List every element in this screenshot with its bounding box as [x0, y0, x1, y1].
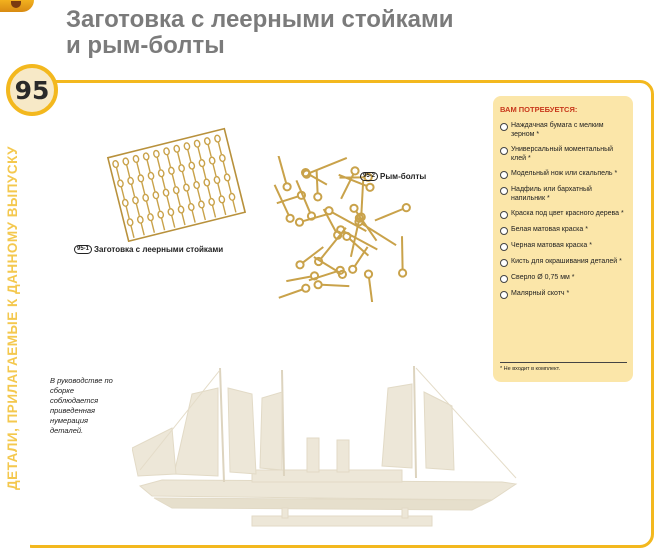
- stanchion-post: [116, 167, 119, 179]
- stanchion-eye: [184, 142, 191, 150]
- eye-bolt-ring: [365, 271, 372, 278]
- eye-bolt-ring: [366, 184, 373, 191]
- stanchion-post: [197, 188, 200, 200]
- stanchion-post: [198, 147, 201, 159]
- stanchion-post: [162, 218, 165, 230]
- stanchion-eye: [188, 162, 195, 170]
- stanchion-post: [202, 208, 205, 220]
- stanchion-eye: [203, 179, 210, 187]
- part-number-95-2: 95-2: [360, 172, 378, 181]
- stanchion-post: [188, 150, 191, 162]
- eye-bolt-ring: [399, 269, 406, 276]
- stanchion-post: [182, 172, 185, 184]
- stanchion-eye: [178, 164, 185, 172]
- stanchion-fret-image: [106, 124, 246, 242]
- stanchion-post: [192, 210, 195, 222]
- stanchion-post: [178, 152, 181, 164]
- stanchion-eye: [112, 160, 119, 168]
- eye-bolt-ring: [349, 266, 356, 273]
- stanchion-post: [127, 165, 130, 177]
- eye-bolt-ring: [296, 261, 303, 268]
- eye-bolt-ring: [296, 219, 303, 226]
- stanchion-eye: [183, 184, 190, 192]
- checkbox-circle-icon[interactable]: [500, 243, 508, 251]
- eye-bolt-shank: [362, 224, 396, 246]
- eye-bolt-shank: [322, 285, 350, 286]
- requirements-title: ВАМ ПОТРЕБУЕТСЯ:: [500, 105, 578, 114]
- stanchion-post: [167, 196, 170, 208]
- stanchion-eye: [209, 157, 216, 165]
- requirement-item: Модельный нож или скальпель *: [500, 170, 627, 179]
- checkbox-circle-icon[interactable]: [500, 211, 508, 219]
- eye-bolt-shank: [369, 278, 374, 302]
- eye-bolt-shank: [286, 277, 311, 282]
- stanchion-eye: [198, 201, 205, 209]
- stanchion-post: [208, 144, 211, 156]
- stanchion-post: [218, 142, 221, 154]
- stanchion-eye: [173, 145, 180, 153]
- stanchion-eye: [193, 181, 200, 189]
- stanchion-post: [177, 193, 180, 205]
- stanchion-eye: [194, 140, 201, 148]
- stanchion-post: [137, 162, 140, 174]
- stanchion-eye: [204, 137, 211, 145]
- stanchion-eye: [229, 193, 236, 201]
- stanchion-eye: [153, 150, 160, 158]
- stanchion-post: [187, 191, 190, 203]
- requirement-item: Кисть для окрашивания деталей *: [500, 258, 627, 267]
- requirements-footnote: * Не входит в комплект.: [500, 362, 627, 372]
- stanchion-eye: [158, 169, 165, 177]
- stanchion-post: [162, 177, 165, 189]
- stanchion-post: [131, 184, 134, 196]
- stanchion-eye: [173, 186, 180, 194]
- stanchion-eye: [117, 180, 124, 188]
- checkbox-circle-icon[interactable]: [500, 147, 508, 155]
- stanchion-eye: [143, 152, 150, 160]
- stanchion-post: [223, 161, 226, 173]
- stanchion-eye: [214, 135, 221, 143]
- part-name-95-2: Рым-болты: [380, 172, 427, 181]
- eye-bolt-ring: [287, 215, 294, 222]
- stanchion-eye: [137, 216, 144, 224]
- checkbox-circle-icon[interactable]: [500, 275, 508, 283]
- requirement-item: Надфиль или бархатный напильник *: [500, 186, 627, 203]
- stanchion-post: [167, 155, 170, 167]
- requirement-item: Малярный скотч *: [500, 290, 627, 299]
- checkbox-circle-icon[interactable]: [500, 227, 508, 235]
- issue-number: 95: [14, 75, 50, 105]
- stanchion-post: [172, 174, 175, 186]
- stanchion-eye: [127, 177, 134, 185]
- requirement-item: Черная матовая краска *: [500, 242, 627, 251]
- stanchion-post: [126, 206, 129, 218]
- part-name-95-1: Заготовка с леерными стойками: [94, 245, 224, 254]
- eye-bolt-ring: [325, 207, 332, 214]
- stanchion-post: [218, 183, 221, 195]
- checkbox-circle-icon[interactable]: [500, 123, 508, 131]
- stanchion-post: [146, 201, 149, 213]
- stanchion-post: [223, 203, 226, 215]
- part-number-95-1: 95-1: [74, 245, 92, 254]
- checkbox-circle-icon[interactable]: [500, 291, 508, 299]
- stanchion-post: [233, 200, 236, 212]
- stanchion-eye: [214, 176, 221, 184]
- stanchion-eye: [168, 208, 175, 216]
- stanchion-eye: [178, 206, 185, 214]
- stanchion-eye: [142, 194, 149, 202]
- stanchion-post: [208, 186, 211, 198]
- stanchion-eye: [147, 213, 154, 221]
- stanchion-eye: [157, 211, 164, 219]
- eye-bolt-ring: [315, 281, 322, 288]
- issue-number-badge: [6, 64, 58, 116]
- stanchion-post: [213, 164, 216, 176]
- stanchion-post: [131, 226, 134, 238]
- stanchion-post: [136, 204, 139, 216]
- assembly-note: В руководстве по сборке соблюдается приведенная нумерация деталей.: [50, 376, 113, 435]
- eye-bolt-shank: [321, 228, 346, 259]
- eye-bolt-shank: [279, 290, 303, 298]
- requirement-item: Универсальный моментальный клей *: [500, 146, 627, 163]
- title-line-2: и рым-болты: [66, 32, 225, 59]
- title-line-1: Заготовка с леерными стойками: [66, 6, 454, 33]
- requirement-item: Наждачная бумага с мелким зерном *: [500, 122, 627, 139]
- logo-mark: [0, 0, 34, 12]
- stanchion-eye: [132, 196, 139, 204]
- stanchion-post: [121, 187, 124, 199]
- stanchion-eye: [224, 174, 231, 182]
- stanchion-post: [147, 160, 150, 172]
- eye-bolt-ring: [302, 285, 309, 292]
- eye-bolt-ring: [351, 167, 358, 174]
- checkbox-circle-icon[interactable]: [500, 259, 508, 267]
- requirements-box: [493, 96, 633, 382]
- eye-bolt-shank: [310, 158, 347, 173]
- stanchion-eye: [122, 199, 129, 207]
- stanchion-eye: [163, 189, 170, 197]
- stanchion-eye: [163, 147, 170, 155]
- eye-bolt-shank: [375, 209, 403, 221]
- stanchion-eye: [208, 198, 215, 206]
- page-title: [66, 7, 546, 59]
- stanchion-eye: [137, 174, 144, 182]
- eye-bolt-shank: [361, 180, 363, 213]
- eye-bolt-ring: [350, 205, 357, 212]
- checkbox-circle-icon[interactable]: [500, 171, 508, 179]
- stanchion-eye: [199, 159, 206, 167]
- stanchion-eye: [188, 203, 195, 211]
- stanchion-eye: [127, 218, 134, 226]
- stanchion-post: [151, 220, 154, 232]
- stanchion-eye: [153, 191, 160, 199]
- part-label-95-1: [74, 245, 223, 254]
- stanchion-post: [157, 199, 160, 211]
- stanchion-post: [172, 215, 175, 227]
- stanchion-post: [212, 205, 215, 217]
- stanchion-post: [152, 179, 155, 191]
- eye-bolt-ring: [284, 183, 291, 190]
- requirements-list: [500, 122, 627, 299]
- stanchion-post: [141, 223, 144, 235]
- stanchion-eye: [219, 154, 226, 162]
- eye-bolt-shank: [277, 156, 286, 183]
- stanchion-post: [228, 181, 231, 193]
- requirement-item: Краска под цвет красного дерева *: [500, 210, 627, 219]
- eye-bolt-shank: [317, 170, 318, 193]
- side-strip-label: ДЕТАЛИ, ПРИЛАГАЕМЫЕ К ДАННОМУ ВЫПУСКУ: [5, 145, 20, 490]
- requirement-item: Сверло Ø 0,75 мм *: [500, 274, 627, 283]
- requirement-item: Белая матовая краска *: [500, 226, 627, 235]
- stanchion-eye: [168, 167, 175, 175]
- eye-bolt-ring: [314, 193, 321, 200]
- stanchion-eye: [122, 158, 129, 166]
- stanchion-post: [182, 213, 185, 225]
- stanchion-post: [157, 157, 160, 169]
- stanchion-post: [203, 166, 206, 178]
- eye-bolt-ring: [403, 204, 410, 211]
- eye-bolt-shank: [402, 236, 403, 269]
- stanchion-eye: [218, 195, 225, 203]
- stanchion-post: [193, 169, 196, 181]
- ship-illustration: [132, 358, 524, 546]
- stanchion-eye: [148, 172, 155, 180]
- checkbox-circle-icon[interactable]: [500, 187, 508, 195]
- stanchion-eye: [133, 155, 140, 163]
- part-label-95-2: [360, 172, 426, 181]
- stanchion-post: [142, 182, 145, 194]
